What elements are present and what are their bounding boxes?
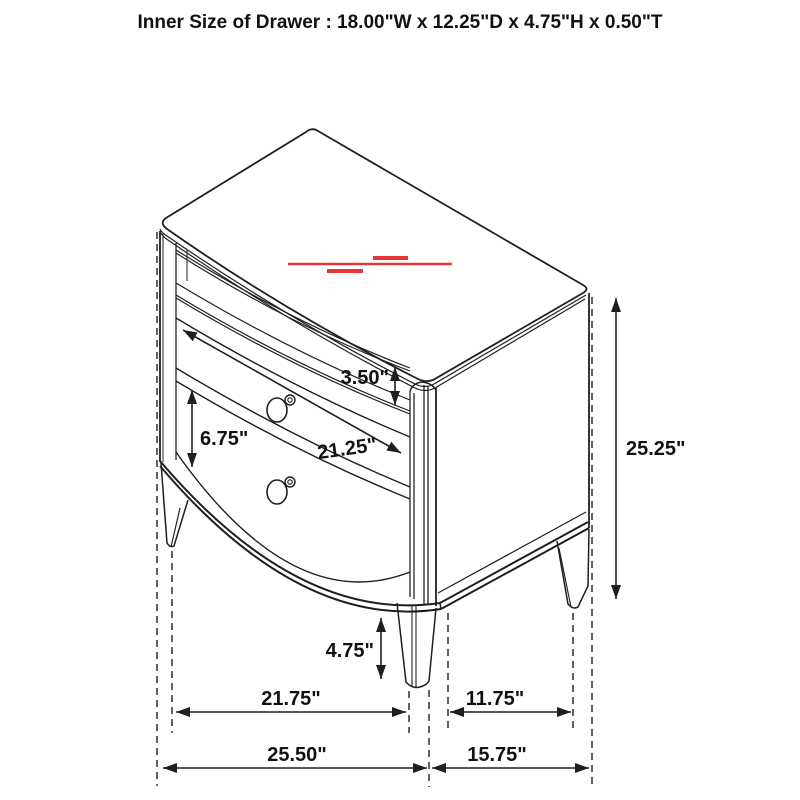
drawer-knob-icon (267, 395, 295, 422)
dim-front-leg-span-label: 21.75" (261, 688, 321, 710)
drawer-1 (176, 318, 410, 487)
dim-drawer-face-width-label: 21.25" (316, 434, 379, 465)
left-front-post (160, 231, 176, 462)
dim-leg-height (326, 618, 381, 679)
drawer-2 (176, 381, 410, 582)
dim-bottom-drawer-height (192, 390, 248, 467)
drawer-knob-icon (267, 477, 295, 504)
dim-side-leg-span (450, 688, 571, 712)
top-surface (163, 129, 587, 381)
dim-shelf-opening-height-label: 3.50" (340, 367, 389, 389)
top-edge-band (160, 229, 586, 387)
dim-overall-depth (432, 744, 589, 768)
dim-shelf-opening-height (341, 367, 395, 405)
dim-overall-height-label: 25.25" (626, 438, 686, 460)
diagram-title: Inner Size of Drawer : 18.00"W x 12.25"D x 4.75"H x 0.50"T (137, 12, 663, 33)
nightstand-drawing (160, 129, 589, 687)
dim-side-leg-span-label: 11.75" (465, 688, 525, 710)
dim-overall-width-label: 25.50" (267, 744, 327, 766)
dim-overall-depth-label: 15.75" (467, 744, 527, 766)
right-rear-leg (557, 529, 589, 608)
dim-overall-width (163, 744, 427, 768)
dim-front-leg-span (176, 688, 406, 712)
red-surface-marks (288, 258, 452, 271)
front-center-leg (397, 603, 436, 687)
dim-leg-height-label: 4.75" (325, 640, 374, 662)
dim-bottom-drawer-height-label: 6.75" (200, 428, 249, 450)
front-left-leg (161, 463, 188, 547)
dim-overall-height (616, 298, 686, 599)
front-right-post (410, 382, 441, 609)
